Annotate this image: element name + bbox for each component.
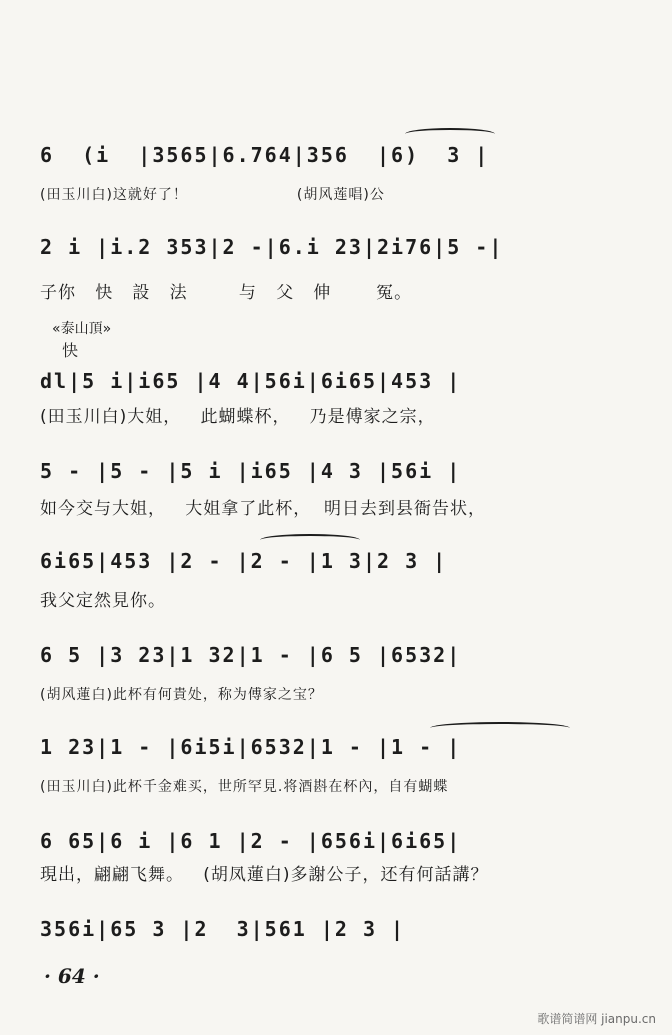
lyric-line: 現出，翩翩飞舞。 (胡凤蓮白)多謝公子，还有何話講？ bbox=[40, 865, 489, 885]
score-row-3 bbox=[40, 366, 640, 396]
notes-line: 6i65|453 |2 - |2 - |1 3|2 3 | bbox=[40, 549, 448, 573]
lyric-line: (田玉川白)这就好了！ (胡风莲唱)公 bbox=[40, 187, 385, 203]
lyric-line: (田玉川白)大姐， 此蝴蝶杯， 乃是傅家之宗， bbox=[40, 407, 436, 427]
score-row-4 bbox=[40, 456, 640, 486]
tempo-marking: 快 bbox=[62, 341, 79, 360]
score-row-9 bbox=[40, 914, 640, 944]
notes-line: 6 (i |3565|6.764|356 |6) 3 | bbox=[40, 143, 490, 167]
slur-mark bbox=[430, 722, 570, 734]
score-row-5 bbox=[40, 546, 640, 576]
notes-line: 2 i |i.2 353|2 -|6.i 23|2i76|5 -| bbox=[40, 235, 504, 259]
score-row-6 bbox=[40, 640, 640, 670]
notes-line: 6 5 |3 23|1 32|1 - |6 5 |6532| bbox=[40, 643, 462, 667]
notes-line: 356i|65 3 |2 3|561 |2 3 | bbox=[40, 917, 406, 941]
slur-mark bbox=[260, 534, 360, 546]
lyric-line: (胡风蓮白)此杯有何貴处，称为傅家之宝？ bbox=[40, 687, 323, 703]
score-row-7 bbox=[40, 732, 640, 762]
notes-line: 1 23|1 - |6i5i|6532|1 - |1 - | bbox=[40, 735, 462, 759]
lyric-line: 我父定然見你。 bbox=[40, 591, 166, 611]
score-row-8 bbox=[40, 826, 640, 856]
score-row-2 bbox=[40, 232, 640, 262]
lyric-line: (田玉川白)此杯千金难买，世所罕見.将酒斟在杯內，自有蝴蝶 bbox=[40, 779, 449, 795]
page-number: · 64 · bbox=[44, 964, 100, 988]
score-row-1 bbox=[40, 140, 640, 170]
notes-line: 6 65|6 i |6 1 |2 - |656i|6i65| bbox=[40, 829, 462, 853]
slur-mark bbox=[405, 128, 495, 140]
notes-line: 5 - |5 - |5 i |i65 |4 3 |56i | bbox=[40, 459, 462, 483]
lyric-line: 如今交与大姐， 大姐拿了此杯， 明日去到县衙告状， bbox=[40, 499, 487, 519]
watermark: 歌谱简谱网 jianpu.cn bbox=[537, 1012, 656, 1026]
section-label: «泰山頂» bbox=[52, 321, 112, 337]
notes-line: dl|5 i|i65 |4 4|56i|6i65|453 | bbox=[40, 369, 462, 393]
lyric-line: 子你 快 設 法 与 父 伸 冤。 bbox=[40, 283, 413, 303]
